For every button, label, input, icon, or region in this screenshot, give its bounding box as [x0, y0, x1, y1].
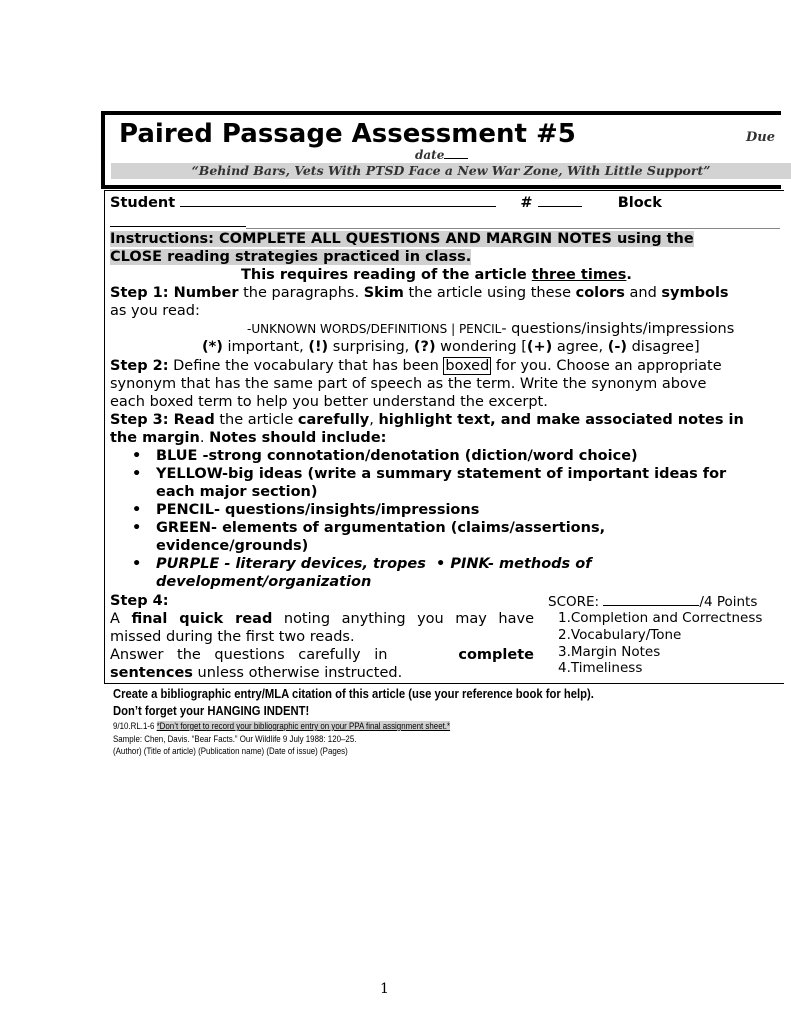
note-blue: BLUE -strong connotation/denotation (diction/word choice) [156, 448, 638, 464]
step2-line1: Step 2: Define the vocabulary that has been boxed for you. Choose an appropriate [110, 358, 722, 374]
number-label: # [520, 195, 533, 211]
score-item: 1.Completion and Correctness [558, 610, 763, 626]
bullet-icon: • [132, 520, 142, 536]
note-yellow: YELLOW-big ideas (write a summary statement of important ideas for [156, 466, 727, 482]
block-label: Block [617, 195, 662, 211]
step4-line4: sentences unless otherwise instructed. [110, 665, 403, 681]
note-purple-pink: PURPLE - literary devices, tropes • PINK- methods of [156, 556, 592, 572]
divider [246, 228, 780, 229]
step4-label: Step 4: [110, 593, 169, 609]
note-green: GREEN- elements of argumentation (claims/assertions, [156, 520, 606, 536]
standard-note: 9/10.RL.1-6 *Don’t forget to record your bibliographic entry on your PPA final assignment sheet.* [113, 721, 451, 731]
instructions-line1: Instructions: COMPLETE ALL QUESTIONS AND MARGIN NOTES using the [110, 231, 694, 247]
note-yellow-cont: each major section) [156, 484, 318, 500]
note-pencil: PENCIL- questions/insights/impressions [156, 502, 480, 518]
article-title: “Behind Bars, Vets With PTSD Face a New War Zone, With Little Support” [111, 163, 791, 179]
boxed-example: boxed [445, 358, 490, 374]
date-blank[interactable] [444, 148, 468, 159]
student-label: Student [110, 195, 176, 211]
step1-symbols: (*) important, (!) surprising, (?) wondering [(+) agree, (-) disagree] [202, 339, 700, 355]
page-number: 1 [380, 981, 389, 997]
block-blank[interactable] [110, 226, 246, 227]
step4-line2: missed during the first two reads. [110, 629, 355, 645]
instructions-line3: This requires reading of the article three times. [241, 267, 632, 283]
page-title: Paired Passage Assessment #5 [119, 119, 576, 149]
citation-instruction: Create a bibliographic entry/MLA citation of this article (use your reference book for help). [113, 687, 594, 701]
instructions-line2: CLOSE reading strategies practiced in class. [110, 249, 472, 265]
bullet-icon: • [132, 556, 142, 572]
step1-line3: -UNKNOWN WORDS/DEFINITIONS | PENCIL- questions/insights/impressions [247, 321, 735, 337]
step1-line1: Step 1: Number the paragraphs. Skim the article using these colors and symbols [110, 285, 729, 301]
score-item: 3.Margin Notes [558, 644, 661, 660]
date-field [415, 148, 468, 162]
note-green-cont: evidence/grounds) [156, 538, 309, 554]
citation-legend: (Author) (Title of article) (Publication name) (Date of issue) (Pages) [113, 746, 348, 756]
score-item: 4.Timeliness [558, 660, 643, 676]
step4-line1: A final quick read noting anything you may have [110, 611, 534, 627]
step3-line2: the margin. Notes should include: [110, 430, 387, 446]
score-item: 2.Vocabulary/Tone [558, 627, 682, 643]
step2-line3: each boxed term to help you better understand the excerpt. [110, 394, 548, 410]
student-row [110, 194, 662, 211]
step3-line1: Step 3: Read the article carefully, highlight text, and make associated notes in [110, 412, 744, 428]
bullet-icon: • [132, 502, 142, 518]
citation-sample: Sample: Chen, Davis. “Bear Facts.” Our Wildlife 9 July 1988: 120–25. [113, 734, 357, 744]
due-label: Due [746, 130, 775, 145]
step4-line3: Answer the questions carefully in complete [110, 647, 534, 663]
bullet-icon: • [132, 448, 142, 464]
header-box [101, 111, 781, 189]
bullet-icon: • [132, 466, 142, 482]
student-name-blank[interactable] [180, 194, 496, 207]
score-blank[interactable] [603, 593, 699, 606]
number-blank[interactable] [538, 194, 582, 207]
step2-line2: synonym that has the same part of speech as the term. Write the synonym above [110, 376, 707, 392]
score-line: SCORE: /4 Points [548, 594, 758, 610]
hanging-indent-reminder: Don’t forget your HANGING INDENT! [113, 704, 310, 718]
date-label: date [415, 148, 445, 162]
bullet-icon: • [436, 556, 446, 572]
note-pink-cont: development/organization [156, 574, 372, 590]
step1-line2: as you read: [110, 303, 200, 319]
